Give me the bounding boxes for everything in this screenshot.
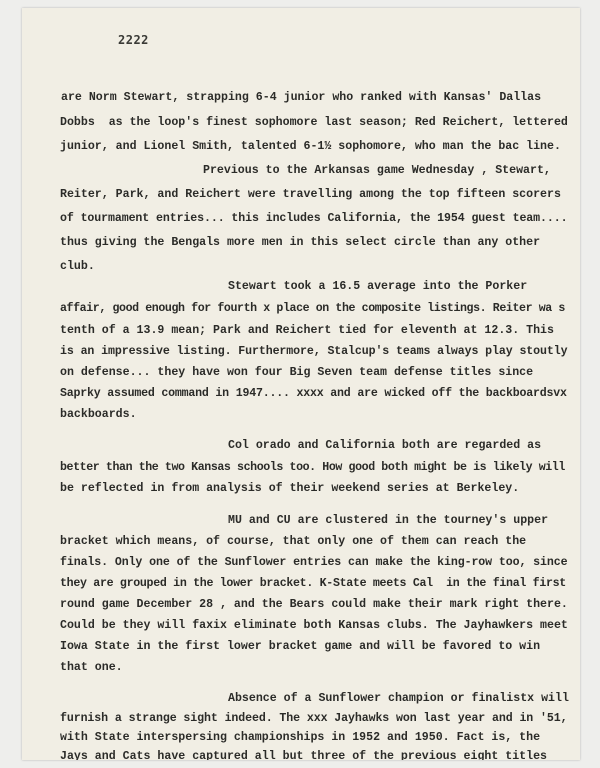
text-line: junior, and Lionel Smith, talented 6-1½ sophomore, who man the bac line.: [60, 140, 561, 153]
text-line: tenth of a 13.9 mean; Park and Reichert tied for eleventh at 12.3. This: [60, 324, 554, 337]
text-line: be reflected in from analysis of their weekend series at Berkeley.: [60, 482, 520, 495]
text-line: thus giving the Bengals more men in this select circle than any other: [60, 236, 541, 249]
text-line: Reiter, Park, and Reichert were travelling among the top fifteen scorers: [60, 188, 561, 201]
text-line: Jays and Cats have captured all but three of the previous eight titles: [60, 750, 548, 760]
text-line: they are grouped in the lower bracket. K-State meets Cal in the final first: [60, 577, 566, 590]
text-line: of tourmament entries... this includes California, the 1954 guest team....: [60, 212, 568, 225]
text-line: Saprky assumed command in 1947.... xxxx and are wicked off the backboardsvx: [60, 387, 567, 400]
text-line: is an impressive listing. Furthermore, Stalcup's teams always play stoutly: [60, 345, 568, 358]
text-line: on defense... they have won four Big Seven team defense titles since: [60, 366, 534, 379]
text-line: with State interspersing championships in 1952 and 1950. Fact is, the: [60, 731, 541, 744]
text-line: Col orado and California both are regarded as: [228, 439, 542, 452]
text-line: that one.: [60, 661, 123, 674]
text-line: affair, good enough for fourth x place on the composite listings. Reiter wa s: [60, 302, 565, 315]
text-line: Iowa State in the first lower bracket game and will be favored to win: [60, 640, 541, 653]
text-line: Could be they will faxix eliminate both Kansas clubs. The Jayhawkers meet: [60, 619, 568, 632]
text-line: furnish a strange sight indeed. The xxx Jayhawks won last year and in '51,: [60, 712, 568, 725]
typewritten-page: [22, 8, 580, 760]
text-line: better than the two Kansas schools too. How good both might be is likely will: [60, 461, 565, 474]
text-line: Stewart took a 16.5 average into the Porker: [228, 280, 528, 293]
text-line: Absence of a Sunflower champion or finalistx will: [228, 692, 569, 705]
text-line: are Norm Stewart, strapping 6-4 junior who ranked with Kansas' Dallas: [61, 91, 542, 104]
page-number: 2222: [118, 33, 149, 47]
text-line: Dobbs as the loop's finest sophomore last season; Red Reichert, lettered: [60, 116, 568, 129]
text-line: club.: [60, 260, 95, 273]
text-line: MU and CU are clustered in the tourney's upper: [228, 514, 549, 527]
text-line: bracket which means, of course, that only one of them can reach the: [60, 535, 527, 548]
text-line: round game December 28 , and the Bears could make their mark right there.: [60, 598, 568, 611]
text-line: finals. Only one of the Sunflower entries can make the king-row too, since: [60, 556, 568, 569]
text-line: Previous to the Arkansas game Wednesday , Stewart,: [203, 164, 551, 177]
text-line: backboards.: [60, 408, 137, 421]
